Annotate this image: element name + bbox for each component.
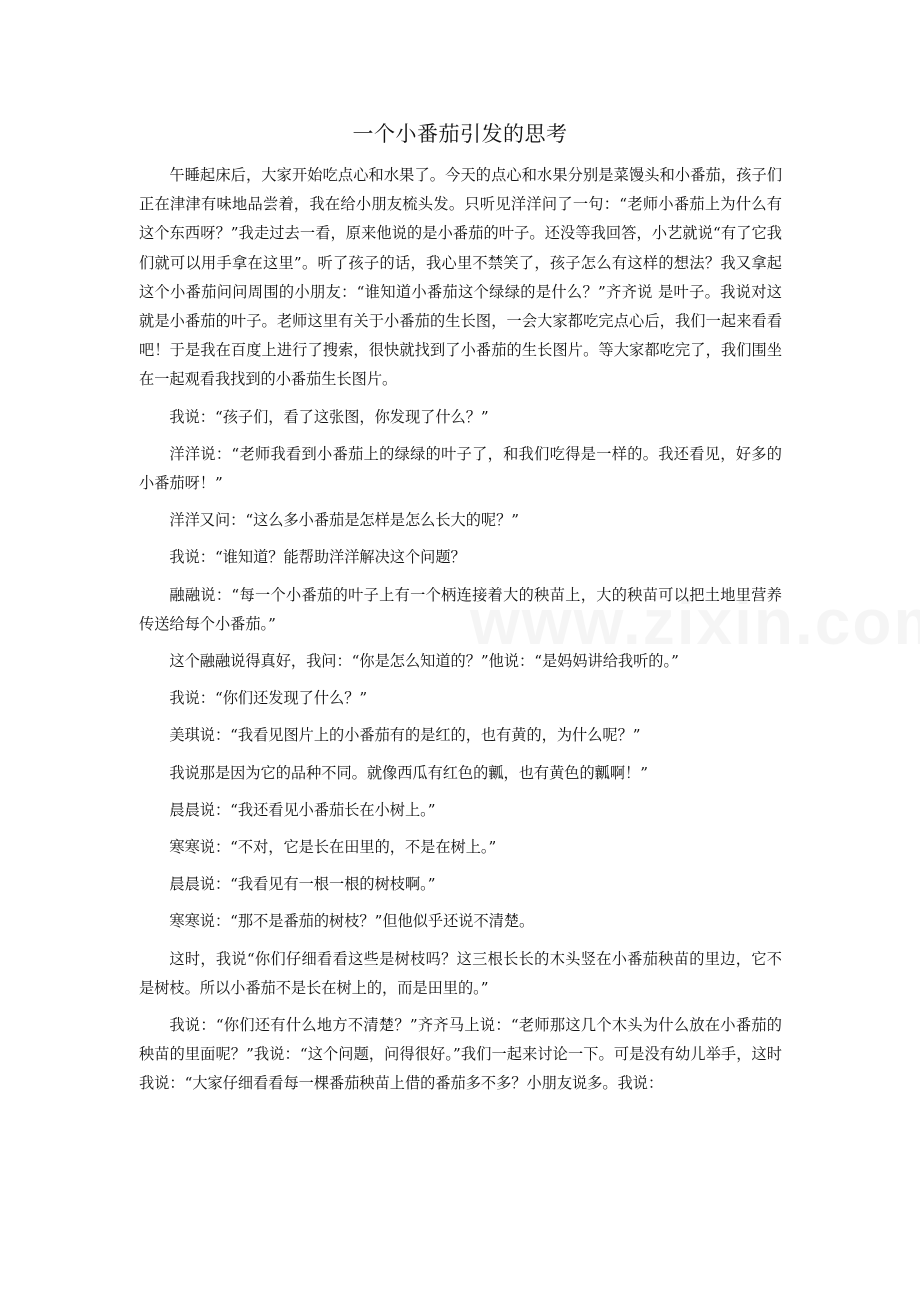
paragraph: 洋洋说：“老师我看到小番茄上的绿绿的叶子了，和我们吃得是一样的。我还看见，好多的小番茄呀！” xyxy=(139,444,782,493)
paragraph: 晨晨说：“我还看见小番茄长在小树上。” xyxy=(169,800,436,819)
document-title: 一个小番茄引发的思考 xyxy=(352,122,568,146)
paragraph: 融融说：“每一个小番茄的叶子上有一个柄连接着大的秧苗上，大的秧苗可以把土地里营养传送给每个小番茄。” xyxy=(139,585,782,633)
paragraph: 这时，我说“你们仔细看看这些是树枝吗？这三根长长的木头竖在小番茄秧苗的里边，它不是树枝。所以小番茄不是长在树上的，而是田里的。” xyxy=(139,949,782,997)
document-body xyxy=(139,161,782,1107)
paragraph: 我说那是因为它的品种不同。就像西瓜有红色的瓤，也有黄色的瓤啊！” xyxy=(169,763,648,782)
paragraph: 这个融融说得真好，我问：“你是怎么知道的？”他说：“是妈妈讲给我听的。” xyxy=(169,652,679,671)
paragraph: 寒寒说：“那不是番茄的树枝？”但他似乎还说不清楚。 xyxy=(169,912,535,931)
paragraph: 我说：“你们还有什么地方不清楚？”齐齐马上说：“老师那这几个木头为什么放在小番茄的秧苗的里面呢？”我说：“这个问题，问得很好。”我们一起来讨论一下。可是没有幼儿举手，这时我说：“大家仔细看看每一棵番茄秧苗上借的番茄多不多？小朋友说多。我说： xyxy=(139,1016,782,1093)
paragraph: 我说：“孩子们，看了这张图，你发现了什么？” xyxy=(169,407,489,426)
paragraph: 晨晨说：“我看见有一根一根的树枝啊。” xyxy=(169,875,436,894)
paragraph: 我说：“谁知道？能帮助洋洋解决这个问题？ xyxy=(169,548,466,567)
paragraph: 美琪说：“我看见图片上的小番茄有的是红的，也有黄的，为什么呢？” xyxy=(169,726,641,745)
paragraph: 午睡起床后，大家开始吃点心和水果了。今天的点心和水果分别是菜馒头和小番茄，孩子们正在津津有味地品尝着，我在给小朋友梳头发。只听见洋洋问了一句：“老师小番茄上为什么有这个东西呀？”我走过去一看，原来他说的是小番茄的叶子。还没等我回答，小艺就说“有了它我们就可以用手拿在这里”。听了孩子的话，我心里不禁笑了，孩子怎么有这样的想法？我又拿起这个小番茄问问周围的小朋友：“谁知道小番茄这个绿绿的是什么？”齐齐说 是叶子。我说对这就是小番茄的叶子。老师这里有关于小番茄的生长图，一会大家都吃完点心后，我们一起来看看吧！于是我在百度上进行了搜索，很快就找到了小番茄的生长图片。等大家都吃完了，我们围坐在一起观看我找到的小番茄生长图片。 xyxy=(139,166,782,389)
paragraph: 洋洋又问：“这么多小番茄是怎样是怎么长大的呢？” xyxy=(169,511,520,530)
paragraph: 我说：“你们还发现了什么？” xyxy=(169,689,368,708)
paragraph: 寒寒说：“不对，它是长在田里的，不是在树上。” xyxy=(169,838,497,857)
